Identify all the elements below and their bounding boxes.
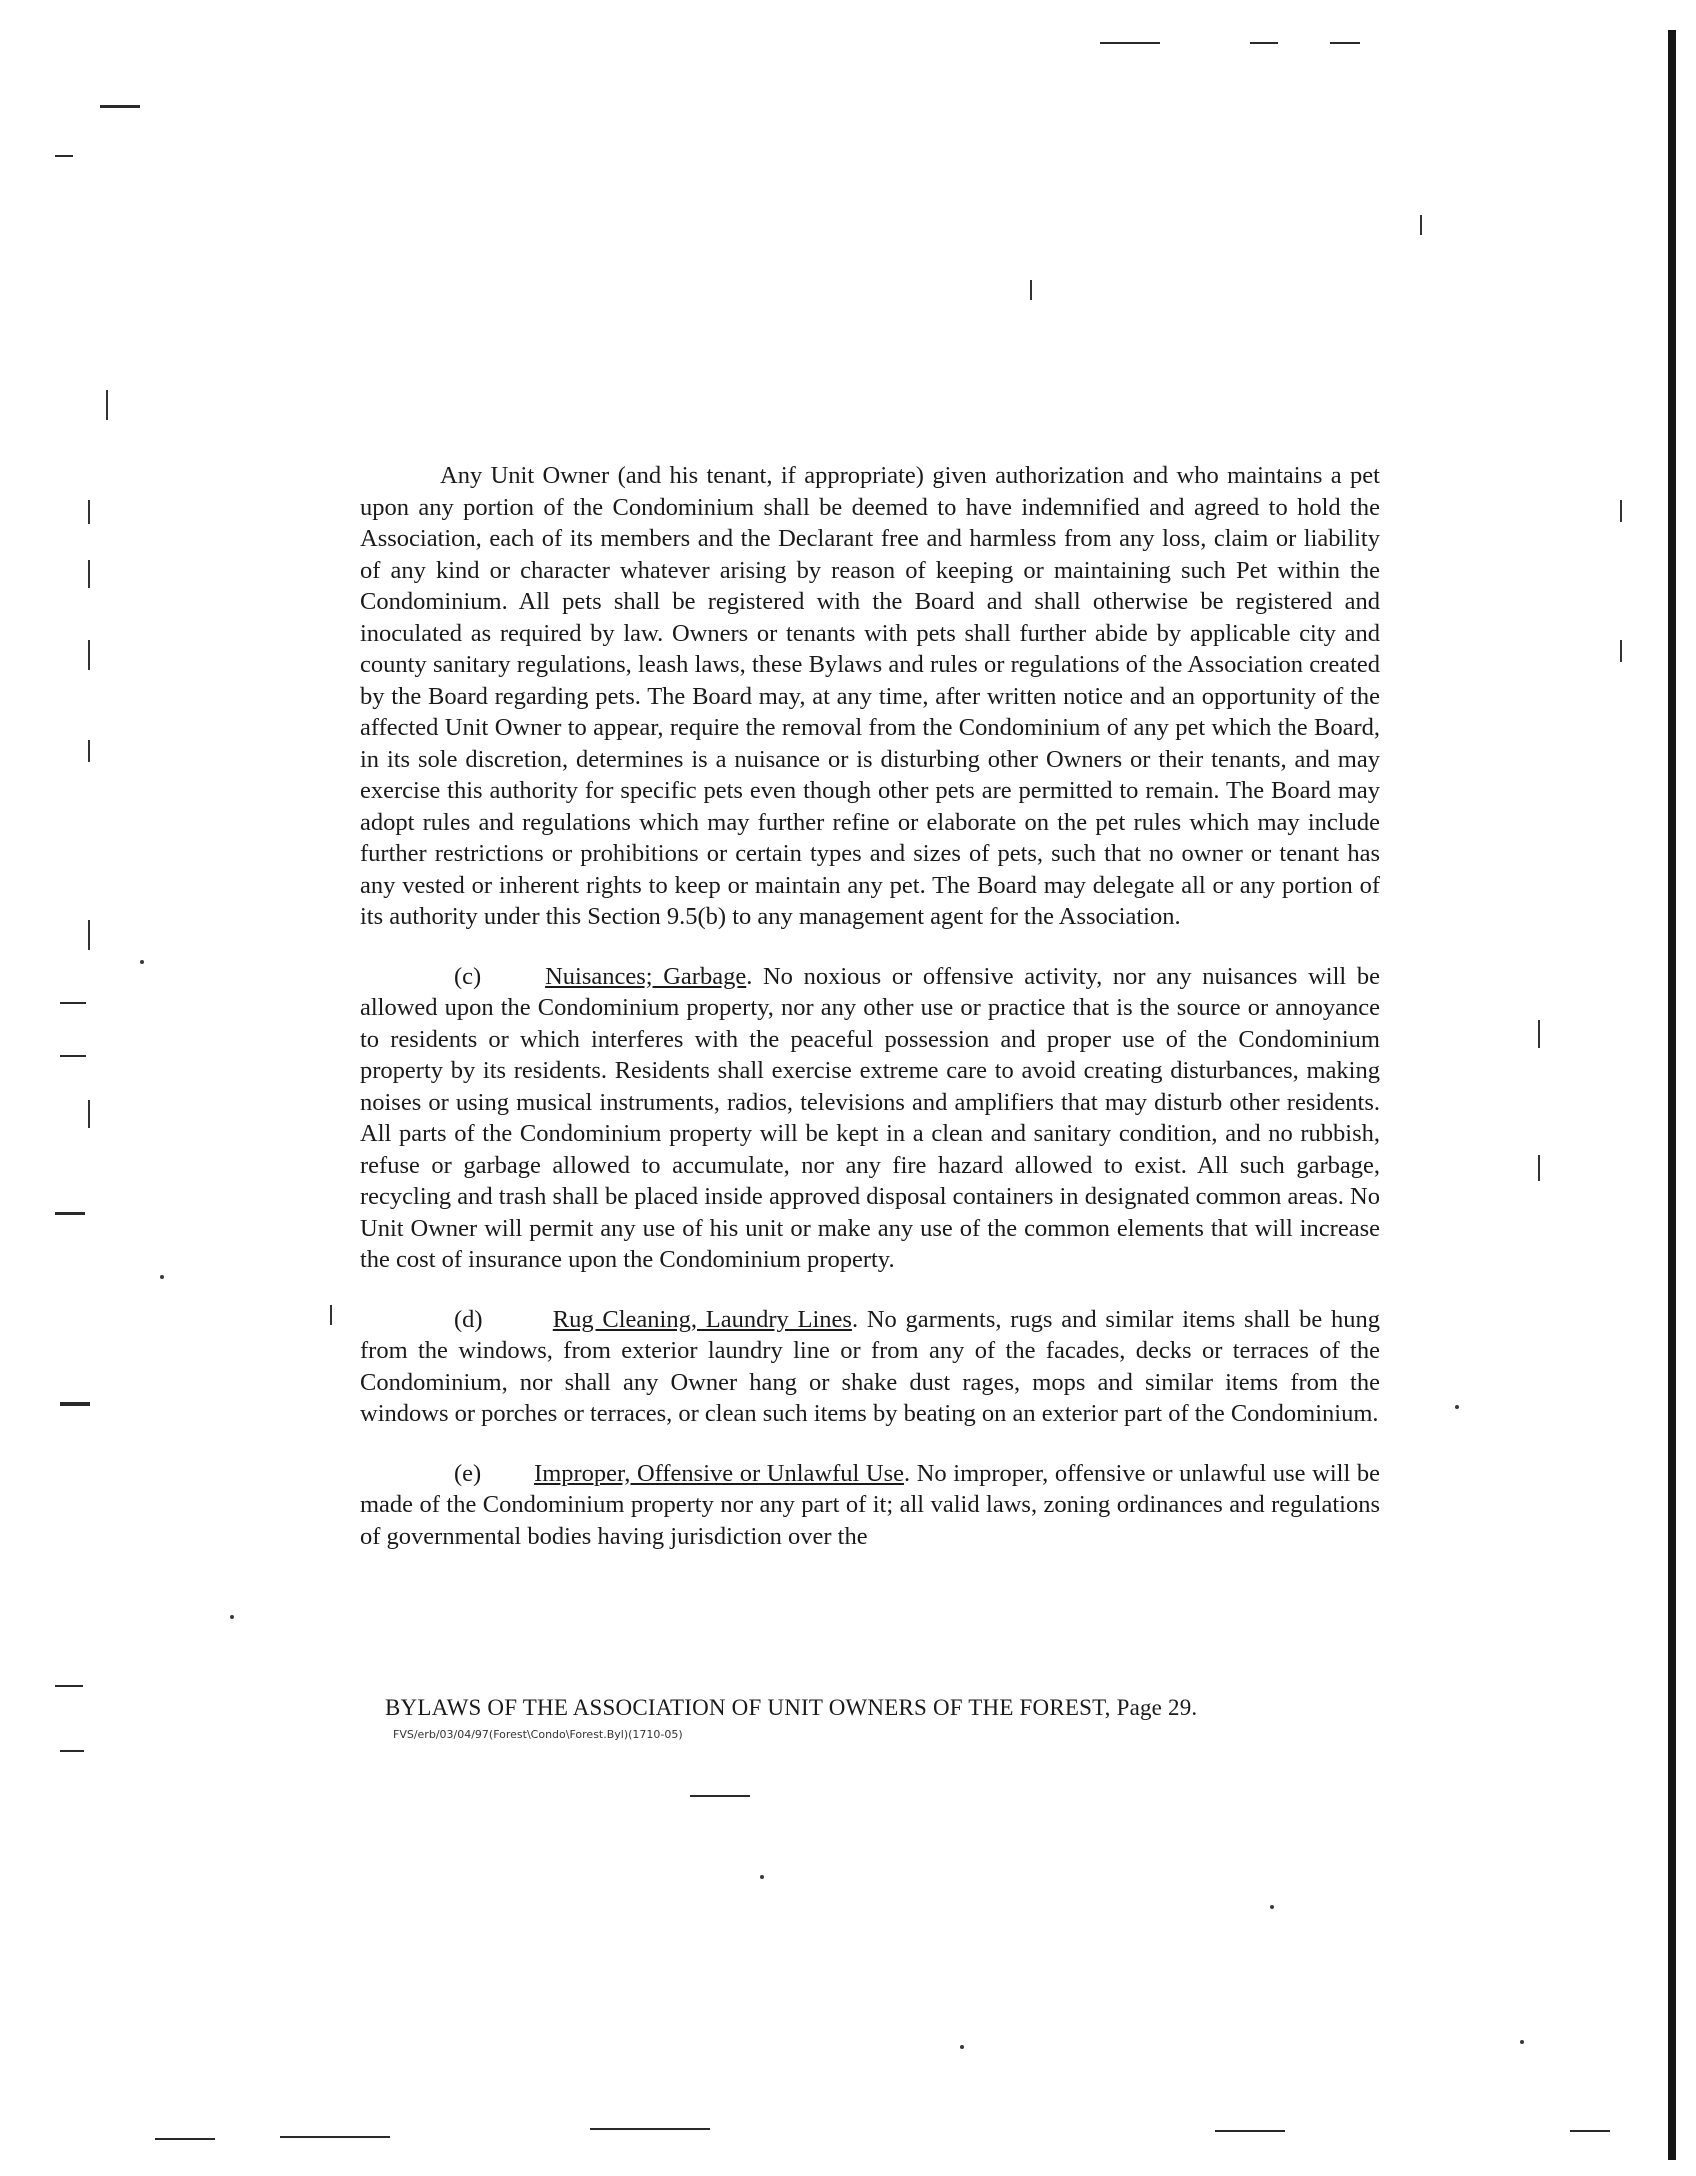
section-c-text: . No noxious or offensive activity, nor any nuisances will be allowed upon the Condominium property, nor any other use or practice that is the source or annoyance to residents or which interferes with the peaceful possession and proper use of the Condominium property by its residents. Residents shall exercise extreme care to avoid creating disturbances, making noises or using musical instruments, radios, televisions and amplifiers that may disturb other residents. All parts of the Condominium property will be kept in a clean and sanitary condition, and no rubbish, refuse or garbage allowed to accumulate, nor any fire hazard allowed to exist. All such garbage, recycling and trash shall be placed inside approved disposal containers in designated common areas. No Unit Owner will permit any use of his unit or make any use of the common elements that will increase the cost of insurance upon the Condominium property. — [360, 962, 1381, 1273]
scan-speck — [140, 960, 144, 964]
footer-file-code: FVS/erb/03/04/97(Forest\Condo\Forest.Byl)(1710-05) — [393, 1728, 683, 1741]
footer-title: BYLAWS OF THE ASSOCIATION OF UNIT OWNERS OF THE FOREST, Page 29. — [385, 1695, 1198, 1720]
scan-mark — [60, 1055, 86, 1057]
scan-mark — [55, 1212, 85, 1215]
scan-mark — [100, 105, 140, 108]
scan-mark — [60, 1402, 90, 1406]
pet-indemnity-paragraph: Any Unit Owner (and his tenant, if appropriate) given authorization and who maintains a pet upon any portion of the Condominium shall be deemed to have indemnified and agreed to hold the Association, each of its members and the Declarant free and harmless from any loss, claim or liability of any kind or character whatever arising by reason of keeping or maintaining such Pet within the Condominium. All pets shall be registered with the Board and shall otherwise be registered and inoculated as required by law. Owners or tenants with pets shall further abide by applicable city and county sanitary regulations, leash laws, these Bylaws and rules or regulations of the Association created by the Board regarding pets. The Board may, at any time, after written notice and an opportunity of the affected Unit Owner to appear, require the removal from the Condominium of any pet which the Board, in its sole discretion, determines is a nuisance or is disturbing other Owners or their tenants, and may exercise this authority for specific pets even though other pets are permitted to remain. The Board may adopt rules and regulations which may further refine or elaborate on the pet rules which may include further restrictions or prohibitions or certain types and sizes of pets, such that no owner or tenant has any vested or inherent rights to keep or maintain any pet. The Board may delegate all or any portion of its authority under this Section 9.5(b) to any management agent for the Association. — [360, 462, 1380, 930]
scan-mark — [1030, 280, 1032, 300]
section-c-label: (c) — [454, 962, 482, 990]
scan-mark — [590, 2128, 710, 2130]
scan-mark — [55, 155, 73, 157]
scan-mark — [88, 740, 90, 762]
section-e-heading: Improper, Offensive or Unlawful Use — [534, 1459, 904, 1487]
scan-mark — [88, 500, 90, 524]
scan-mark — [1620, 640, 1622, 662]
scan-mark — [1620, 500, 1622, 522]
scan-mark — [1420, 215, 1422, 235]
section-e-label: (e) — [454, 1459, 482, 1487]
scan-mark — [60, 1002, 86, 1004]
scan-speck — [760, 1875, 764, 1879]
scan-speck — [230, 1615, 234, 1619]
section-e-paragraph — [360, 1458, 1380, 1553]
scan-mark — [1538, 1020, 1540, 1048]
scan-mark — [1330, 42, 1360, 44]
scan-mark — [88, 640, 90, 670]
scan-mark — [690, 1795, 750, 1797]
scan-speck — [160, 1275, 164, 1279]
scan-mark — [330, 1305, 332, 1325]
scan-mark — [1250, 42, 1278, 44]
scan-mark — [1538, 1155, 1540, 1181]
scan-speck — [960, 2045, 964, 2049]
section-e-text: . No improper, offensive or unlawful use will be made of the Condominium property nor any part of it; all valid laws, zoning ordinances and regulations of governmental bodies having jurisdiction over the — [360, 1459, 1380, 1550]
document-body — [360, 460, 1380, 1580]
scan-mark — [1100, 42, 1160, 44]
scan-mark — [55, 1685, 83, 1687]
scan-mark — [88, 920, 90, 950]
scan-mark — [155, 2138, 215, 2140]
scan-mark — [1215, 2130, 1285, 2132]
section-c-heading: Nuisances; Garbage — [545, 962, 747, 990]
scan-speck — [1270, 1905, 1274, 1909]
section-c-paragraph — [360, 961, 1380, 1276]
scan-mark — [60, 1750, 84, 1752]
scan-speck — [1520, 2040, 1524, 2044]
scan-edge-shadow — [1668, 30, 1676, 2160]
section-d-paragraph — [360, 1304, 1380, 1430]
scan-mark — [1570, 2130, 1610, 2132]
scan-mark — [88, 560, 90, 588]
scan-mark — [88, 1100, 90, 1128]
section-d-text: . No garments, rugs and similar items shall be hung from the windows, from exterior laundry line or from any of the facades, decks or terraces of the Condominium, nor shall any Owner hang or shake dust rages, mops and similar items from the windows or porches or terraces, or clean such items by beating on an exterior part of the Condominium. — [360, 1305, 1380, 1427]
section-d-label: (d) — [454, 1305, 483, 1333]
section-d-heading: Rug Cleaning, Laundry Lines — [552, 1305, 852, 1333]
scan-speck — [1455, 1405, 1459, 1409]
scan-mark — [280, 2136, 390, 2138]
scan-mark — [106, 390, 108, 420]
